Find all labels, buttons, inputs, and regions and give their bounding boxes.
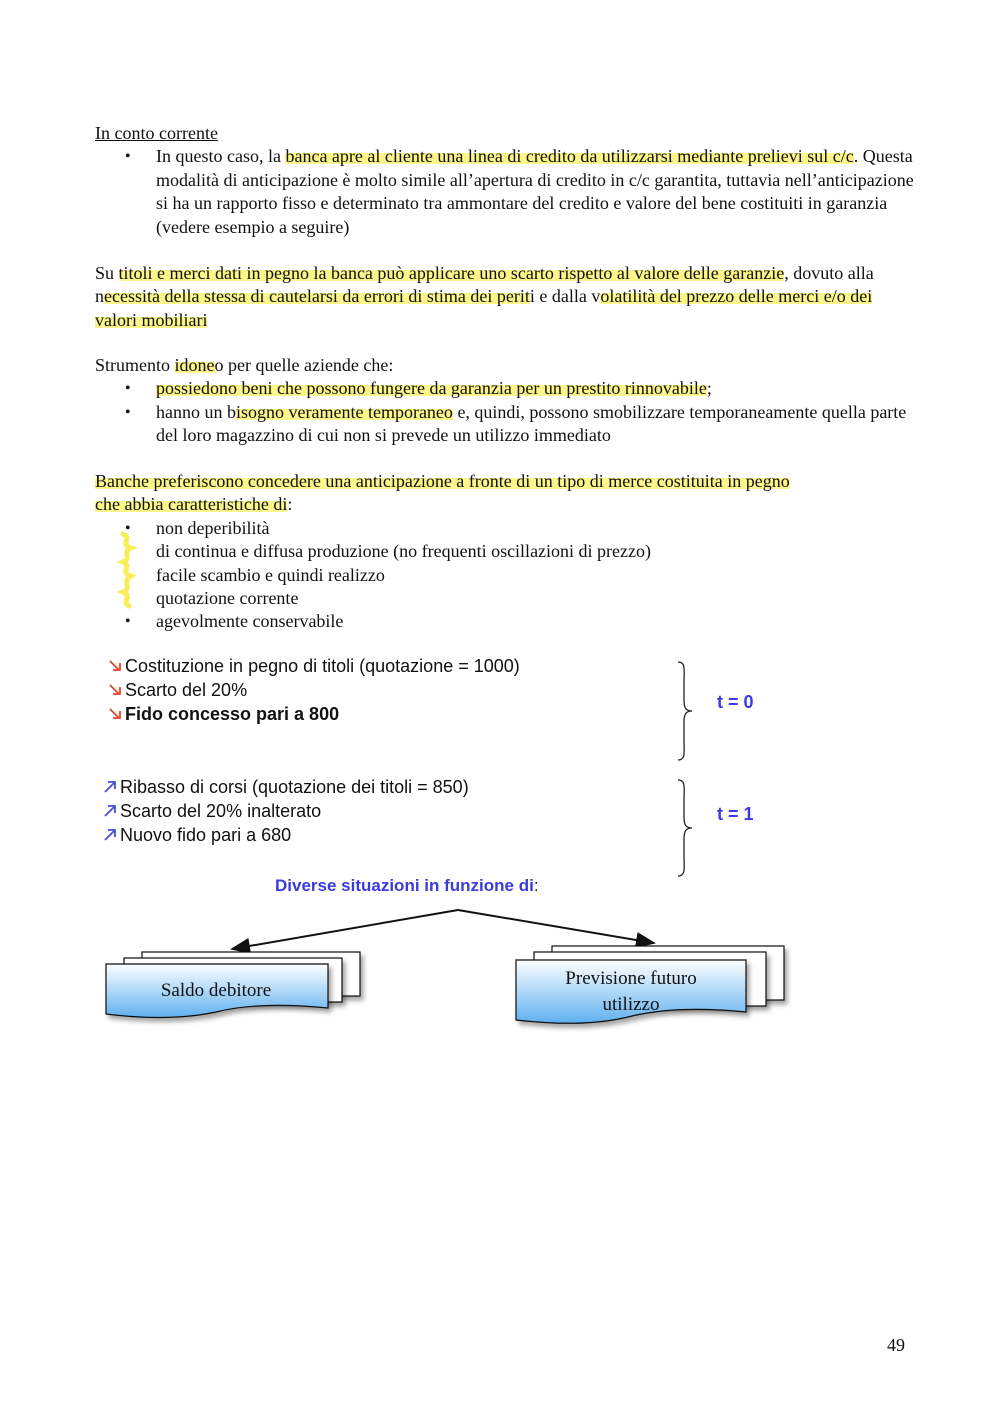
list-item — [95, 145, 915, 239]
box-label-right-line1: Previsione futuro — [565, 968, 697, 989]
box-label-right — [516, 966, 746, 1018]
arrow-down-right-icon — [107, 657, 125, 675]
right-brace-icon — [672, 660, 696, 762]
text-span: : — [287, 494, 293, 515]
arrow-down-right-icon — [107, 705, 125, 723]
caption-colon: : — [533, 876, 539, 895]
example-text: Nuovo fido pari a 680 — [120, 825, 292, 845]
text-span: In questo caso, la — [156, 146, 286, 167]
section-heading: In conto corrente — [95, 123, 218, 143]
diagram-caption — [275, 876, 539, 896]
example-line — [102, 825, 291, 846]
paragraph-scarto — [95, 262, 915, 332]
list-item-text: non deperibilità — [156, 517, 270, 538]
highlighted-text: titoli e merci dati in pegno la banca può applicare uno scarto rispetto al valore delle garanzie — [118, 263, 785, 283]
highlighted-text: ecessità della stessa di cautelarsi da errori di stima dei perit — [104, 286, 530, 307]
list-item — [95, 610, 915, 633]
page-number: 49 — [887, 1335, 905, 1355]
highlighted-text: isogno veramente temporaneo — [236, 401, 453, 422]
right-brace-icon — [672, 778, 696, 878]
list-item — [95, 540, 915, 563]
highlighted-text: idone — [174, 355, 215, 375]
text-span: Strumento — [95, 355, 175, 375]
arrow-down-right-icon — [107, 681, 125, 699]
list-item-text: facile scambio e quindi realizzo — [156, 564, 385, 585]
example-text: Fido concesso pari a 800 — [125, 704, 340, 724]
section-conto-corrente — [95, 122, 915, 239]
box-label-left: Saldo debitore — [160, 980, 272, 1001]
highlighted-text: olatilità del prezzo delle merci e/o dei valori mobiliari — [95, 286, 873, 330]
list-item — [95, 377, 915, 400]
text-span: ; — [706, 378, 712, 399]
text-span: e, quindi, possono smobilizzare temporaneamente quella parte del loro magazzino di cui non si prevede un utilizzo immediato — [156, 401, 907, 446]
time-label-t1: t = 1 — [717, 804, 754, 824]
text-span: . Questa modalità di anticipazione è molto simile all’apertura di credito in c/c garantita, tuttavia nell’anticipazione si ha un rapporto fisso e determinato tra ammontare del credito e valore del bene costituiti in garanzia (vedere esempio a seguire) — [156, 146, 914, 237]
list-item — [95, 564, 915, 587]
example-line — [102, 801, 321, 822]
example-text: Costituzione in pegno di titoli (quotazione = 1000) — [125, 656, 520, 676]
list-item — [95, 517, 915, 540]
example-text: Scarto del 20% inalterato — [120, 801, 322, 821]
highlight-squiggle-marks — [117, 530, 141, 610]
caption-text: Diverse situazioni in funzione di — [275, 876, 534, 895]
text-span: Su — [95, 263, 119, 283]
arrow-up-right-icon — [102, 826, 120, 844]
example-line — [107, 704, 339, 725]
arrow-up-right-icon — [102, 778, 120, 796]
list-item-text: quotazione corrente — [156, 588, 299, 609]
arrow-up-right-icon — [102, 802, 120, 820]
highlighted-text: possiedono beni che possono fungere da garanzia per un prestito rinnovabile — [156, 378, 707, 399]
example-line — [102, 777, 469, 798]
highlighted-text: banca apre al cliente una linea di credito da utilizzarsi mediante prelievi sul c/c — [285, 146, 854, 167]
list-item-text: di continua e diffusa produzione (no frequenti oscillazioni di prezzo) — [156, 541, 651, 562]
list-item — [95, 587, 915, 610]
text-span: , dovuto alla n — [95, 263, 874, 307]
text-span: i e dalla v — [529, 286, 601, 307]
box-label-right-line2: utilizzo — [602, 994, 660, 1015]
highlighted-text: Banche preferiscono concedere una anticipazione a fronte di un tipo di merce costituita in pegno che abbia caratteristiche di — [95, 471, 790, 515]
time-label-t0: t = 0 — [717, 692, 754, 712]
example-text: Scarto del 20% — [125, 680, 248, 700]
example-line — [107, 680, 247, 701]
list-item-text: agevolmente conservabile — [156, 611, 344, 632]
example-line — [107, 656, 520, 677]
list-item — [95, 401, 915, 448]
text-span: hanno un b — [156, 401, 236, 422]
text-span: o per quelle aziende che: — [214, 355, 394, 375]
example-text: Ribasso di corsi (quotazione dei titoli = 850) — [120, 777, 469, 797]
paragraph-strumento — [95, 354, 915, 448]
paragraph-banche — [95, 470, 815, 634]
